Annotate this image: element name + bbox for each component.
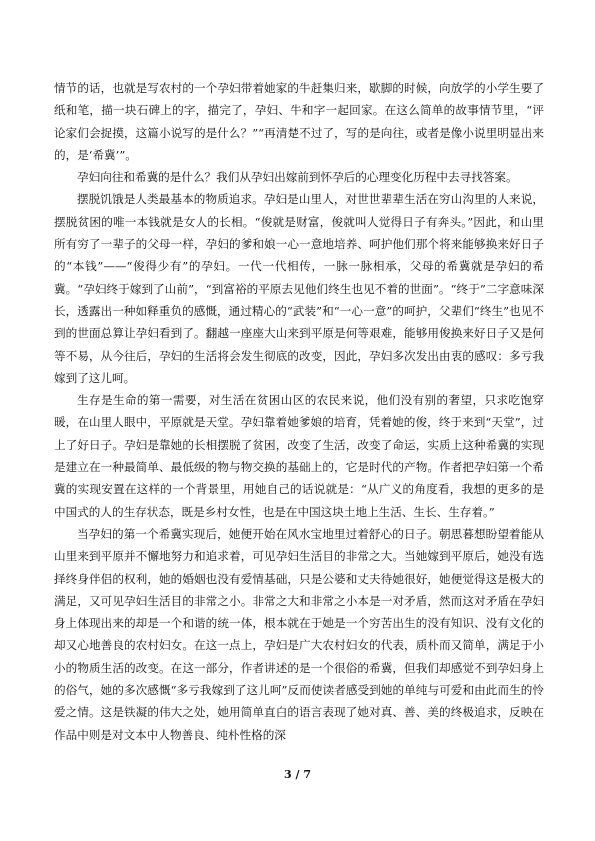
paragraph-2: 孕妇向往和希冀的是什么？我们从孕妇出嫁前到怀孕后的心理变化历程中去寻找答案。 [77, 170, 518, 185]
paragraph-1: 情节的话，也就是写农村的一个孕妇带着她家的牛赶集归来，歇脚的时候，向放学的小学生要了纸和笔，描一块石碑上的字，描完了，孕妇、牛和字一起回家。在这么简单的故事情节里，“评论家们会捉摸，这篇小说写的是什么？”“再清楚不过了，写的是向往，或者是像小说里明显出来的，是‘希冀’”。 [54, 81, 544, 162]
paragraph-5: 当孕妇的第一个希冀实现后，她便开始在风水宝地里过着舒心的日子。朝思暮想盼望着能从山里来到平原并不懈地努力和追求着，可见孕妇生活目的非常之大。当她嫁到平原后，她没有选择终身伴侣的权利，她的婚姻也没有爱情基础，只是公婆和丈夫待她很好，她便觉得这是极大的满足，又可见孕妇生活目的非常之小。非常之大和非常之小本是一对矛盾，然而这对矛盾在孕妇身上体现出来的却是一个和谐的统一体，根本就在于她是一个穷苦出生的没有知识、没有文化的却又心地善良的农村妇女。在这一点上，孕妇是广大农村妇女的代表，质朴而又简单，满足于小小的物质生活的改变。在这一部分，作者讲述的是一个很俗的希冀，但我们却感觉不到孕妇身上的俗气，她的多次感慨“多亏我嫁到了这儿呵”反而使读者感受到她的单纯与可爱和由此而生的怜爱之情。这是铁凝的伟大之处，她用简单直白的语言表现了她对真、善、美的终极追求，反映在作品中则是对文本中人物善良、纯朴性格的深 [54, 526, 544, 742]
document-body [54, 77, 544, 746]
paragraph-3: 摆脱饥饿是人类最基本的物质追求。孕妇是山里人，对世世辈辈生活在穷山沟里的人来说，摆脱贫困的唯一本钱就是女人的长相。“俊就是财富，俊就叫人觉得日子有奔头。”因此，和山里所有穷了一辈子的父母一样，孕妇的爹和娘一心一意地培养、呵护他们那个将来能够换来好日子的“本钱”——“俊得少有”的孕妇。一代一代相传，一脉一脉相承，父母的希冀就是孕妇的希冀。“孕妇终于嫁到了山前”，“到富裕的平原去见他们终生也见不着的世面”。“终于”二字意味深长，透露出一种如释重负的感慨，通过精心的“武装”和“一心一意”的呵护，父辈们“终生”也见不到的世面总算让孕妇看到了。翻越一座座大山来到平原是何等艰难，能够用俊换来好日子又是何等不易，从今往后，孕妇的生活将会发生彻底的改变，因此，孕妇多次发出由衷的感叹：多亏我嫁到了这儿呵。 [54, 192, 544, 385]
paragraph-4: 生存是生命的第一需要，对生活在贫困山区的农民来说，他们没有别的奢望，只求吃饱穿暖，在山里人眼中，平原就是天堂。孕妇靠着她爹娘的培育，凭着她的俊，终于来到“天堂”，过上了好日子。孕妇是靠她的长相摆脱了贫困，改变了生活，改变了命运，实质上这种希冀的实现是建立在一种最简单、最低级的物与物交换的基础上的，它是时代的产物。作者把孕妇第一个希冀的实现安置在这样的一个背景里，用她自己的话说就是：“从广义的角度看，我想的更多的是中国式的人的生存状态，既是乡村女性，也是在中国这块土地上生活、生长、生存着。” [54, 393, 544, 519]
page-number: 3 / 7 [284, 768, 311, 781]
